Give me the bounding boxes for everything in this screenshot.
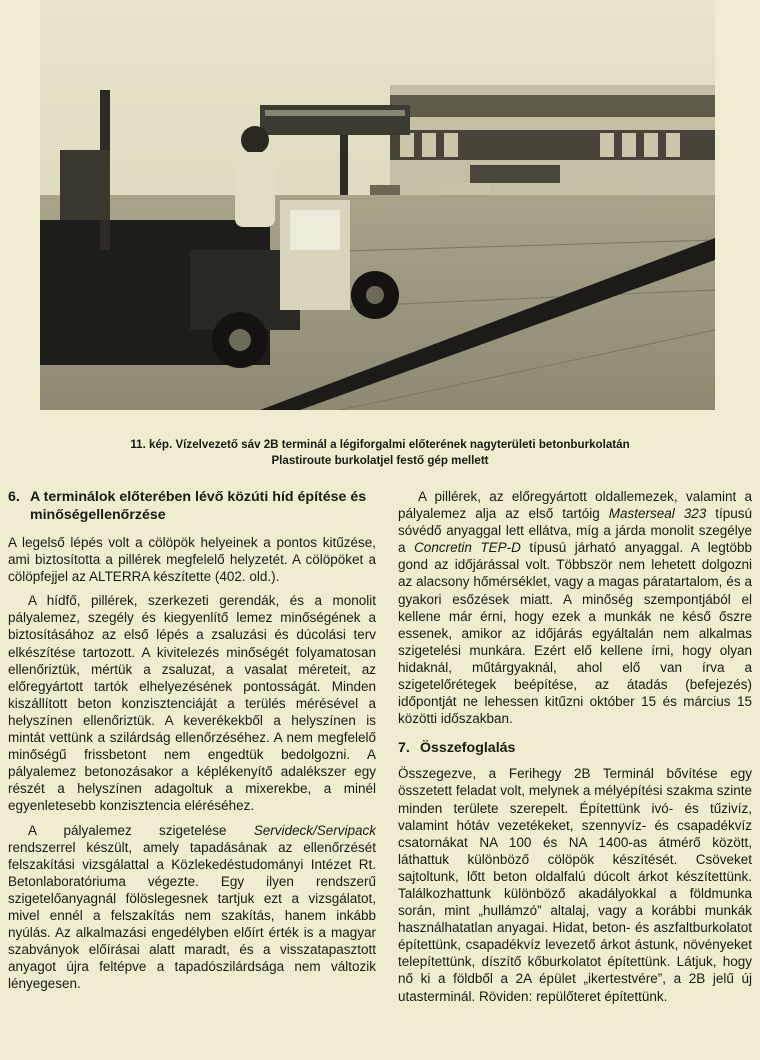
section-6-paragraph-4 (398, 488, 752, 727)
figure-caption (40, 437, 720, 469)
section-7-paragraph-1: Összegezve, a Ferihegy 2B Terminál bővítése egy összetett feladat volt, melynek a mélyépítési szakma szinte minden területe szerepelt. Építettünk ivó- és tűzivíz, valamint hótáv vezetékeket, szennyvíz- és csapadékvíz csatornákat NA 100 és NA 1400-as átmérő között, láthattuk különböző cölöpök készítését. Csöveket sajtoltunk, lőtt beton oldalfalú dúcolt árkot készítettünk. Találkozhattunk különböző akadályokkal a földmunka során, mint „hullámzó” altalaj, vagy a korábbi munkák használhatatlan anyagai. Hidat, beton- és aszfaltburkolatot építettünk, csapadékvíz levezető árkot ástunk, növényeket telepítettünk, díszítő kőburkolatot építettünk. Látjuk, hogy nő ki a földből a 2A épület „ikertestvére”, a 2B jelű új utasterminál. Röviden: repülőteret építettünk. (398, 766, 752, 1004)
section-6-number: 6. (8, 489, 20, 505)
caption-line-2: Plastiroute burkolatjel festő gép mellett (271, 454, 489, 467)
p3-text-b: rendszerrel készült, amely tapadásának az ellenőrzését felszakítási vizsgálattal a Közlekedéstudományi Intézet Rt. Betonlaboratóriuma végezte. Egy ilyen rendszerű szigetelőanyagnál fölöslegesnek tartjuk ezt a vizsgálatot, mivel ennél a felszakítás nem szakítás, hanem inkább nyúlás. Az alkalmazási engedélyben előírt érték is a magyar szabványok előírásai alatt maradt, és a visszatapasztott anyagot újra feltépve a tapadószilárdsága nem változik lényegesen. (8, 839, 376, 992)
section-6-paragraph-3 (8, 822, 376, 993)
figure-photo (40, 0, 715, 410)
section-7-title: Összefoglalás (420, 740, 516, 757)
section-6-paragraph-1: A legelső lépés volt a cölöpök helyeinek a pontos kitűzése, ami biztosította a pillérek megfelelő helyzetét. A cölöpöket a cölöpfejjel az ALTERRA készítette (402. old.). (8, 535, 376, 585)
caption-line-1: 11. kép. Vízelvezető sáv 2B terminál a légiforgalmi előterének nagyterületi betonburkolatán (130, 438, 630, 451)
p4-product-name-1: Masterseal 323 (608, 506, 707, 522)
section-7-heading (398, 739, 752, 757)
p4-text-b: típusú sóvédő anyaggal lett ellátva, míg a járda monolit szegélye a (398, 506, 752, 556)
section-6-paragraph-2: A hídfő, pillérek, szerkezeti gerendák, és a monolit pályalemez, szegély és kiegyenlítő lemez minőségének a biztosításához az első lépés a zsaluzási és dúcolási terv elkészítése tartozott. A kivitelezés minőségét folyamatosan ellenőriztük, mértük a zsaluzat, a vasalat méreteit, az előregyártott tartók elhelyezésének pontosságát. Minden kiszállított beton konzisztenciáját a terülés mérésével a helyszínen ellenőriztük. A keverékekből a helyszínen is mintát vettünk a szilárdság ellenőrzéséhez. A nem megfelelő minőségű frissbetont nem engedtük bedolgozni. A pályalemez betonozásakor a képlékenyítő adalékszer egy részét a helyszínen adagoltuk a mixerekbe, a minél egyenletesebb konzisztencia eléréséhez. (8, 593, 376, 814)
p4-product-name-2: Concretin TEP-D (414, 540, 521, 556)
p4-text-c: típusú járható anyaggal. A legtöbb gond az időjárással volt. Többször nem lehetett dolgozni az alacsony hőmérséklet, vagy a magas páratartalom, és a gyakori esőzések miatt. A minőség szempontjából el kellene már érni, hogy ezek a munkák ne késő őszre essenek, amikor az időjárás egyáltalán nem alkalmas szigetelési munkára. Ezért elő kellene írni, hogy olyan hidaknál, műtárgyaknál, ahol elő van írva a szigetelőrétegek beépítése, az átadás (befejezés) időpontját ne lehessen kitűzni október 15 és március 15 közötti időszakban. (398, 540, 753, 727)
right-column (398, 488, 752, 1012)
section-7-number: 7. (398, 740, 410, 757)
left-column (8, 488, 376, 999)
p3-product-name: Servideck/Servipack (253, 822, 376, 838)
p4-text-a: A pillérek, az előregyártott oldallemezek, valamint a pályalemez alja az első tartóig (398, 489, 752, 522)
section-6-title: A terminálok előterében lévő közúti híd építése és minőségellenőrzése (30, 489, 367, 523)
section-6-heading (8, 488, 376, 524)
p3-text-a: A pályalemez szigetelése (28, 822, 254, 838)
